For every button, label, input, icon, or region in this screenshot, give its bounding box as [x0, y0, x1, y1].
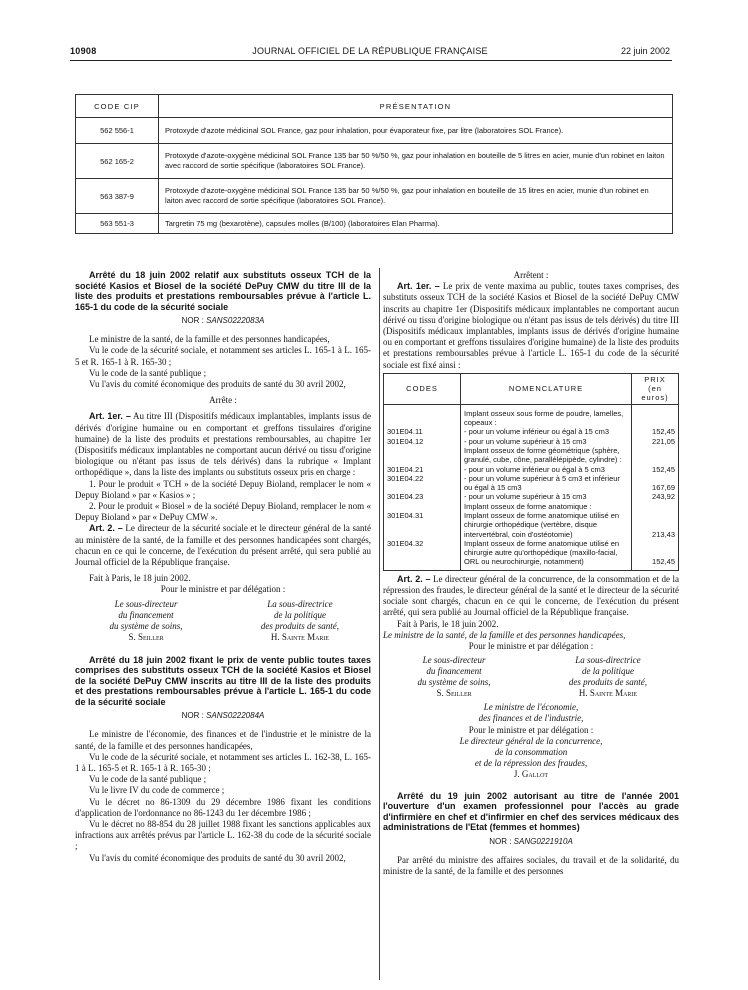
signature-right: La sous-directrice de la politique des produits de santé, H. Sainte Marie [260, 598, 340, 642]
nomenclature-table [383, 373, 679, 571]
arrete-2-title: Arrêté du 18 juin 2002 fixant le prix de vente public toutes taxes comprises des substituts osseux TCH de la société Kasios et Biosel de la société DePuy CMW inscrits au titre III de la liste des produits et des prestations remboursables prévue à l'article L. 165-1 du code de la sécurité sociale [75, 654, 371, 707]
arrete-1-nor: NOR : SANS0222083A [181, 316, 265, 325]
signatures [75, 599, 371, 643]
header-rule [70, 60, 672, 61]
issue-date: 22 juin 2002 [620, 46, 670, 56]
cip-code: 562 556-1 [76, 118, 159, 144]
delegation-line: Pour le ministre et par délégation : [468, 640, 594, 651]
right-column [383, 270, 679, 877]
cip-presentation: Targretin 75 mg (bexarotène), capsules molles (B/100) (laboratoires Elan Pharma). [159, 214, 673, 234]
table-row: 301E04.12 - pour un volume supérieur à 15 cm3 221,05 [384, 437, 679, 446]
col-nomenclature: NOMENCLATURE [461, 373, 632, 404]
paragraph: Vu le livre IV du code de commerce ; [89, 785, 225, 796]
signatures [383, 655, 679, 699]
fait-line: Fait à Paris, le 18 juin 2002. [397, 618, 499, 629]
fait-line: Fait à Paris, le 18 juin 2002. [89, 573, 191, 584]
paragraph: Vu le code de la sécurité sociale, et notamment ses articles L. 165-1 à L. 165-5 et R. 165-1 à R. 165-30 ; [75, 345, 371, 367]
list-item: 1. Pour le produit « TCH » de la société Depuy Bioland, remplacer le nom « Depuy Bioland » par « Kasios » ; [75, 478, 371, 500]
cip-presentation: Protoxyde d'azote-oxygène médicinal SOL France 135 bar 50 %/50 %, gaz pour inhalation en bouteille de 5 litres en acier, munie d'un robinet en laiton avec raccord de sortie spécifique (laboratoires SOL France). [159, 144, 673, 179]
left-column [75, 270, 371, 864]
paragraph: Vu le décret no 86-1309 du 29 décembre 1986 fixant les conditions d'application de l'ordonnance no 86-1243 du 1er décembre 1986 ; [75, 796, 371, 818]
cip-presentation: Protoxyde d'azote-oxygène médicinal SOL France 135 bar 50 %/50 %, gaz pour inhalation en bouteille de 15 litres en acier, munie d'un robinet en laiton avec raccord de sortie spécifique (laboratoires SOL France). [159, 179, 673, 214]
table-row: 301E04.32 Implant osseux de forme anatomique utilisé en chirurgie autre qu'orthopédique (maxillo-facial, ORL ou neurochirurgie, notamment) 152,45 [384, 539, 679, 570]
col-code-cip: CODE CIP [76, 95, 159, 118]
paragraph: Vu l'avis du comité économique des produits de santé du 30 avril 2002, [89, 379, 346, 390]
article-2: Art. 2. – Le directeur général de la concurrence, de la consommation et de la répression des fraudes, le directeur général de la santé et le directeur de la sécurité sociale sont chargés, chacun en ce qui le concerne, de l'exécution du présent arrêté, qui sera publié au Journal officiel de la République française. [383, 573, 679, 618]
journal-title: JOURNAL OFFICIEL DE LA RÉPUBLIQUE FRANÇAISE [252, 46, 488, 56]
page-header [70, 46, 670, 58]
table-row: Implant osseux de forme anatomique : [384, 502, 679, 511]
arrete-1-title: Arrêté du 18 juin 2002 relatif aux substituts osseux TCH de la société Kasios et Biosel de la société DePuy CMW du titre III de la liste des produits et prestations remboursables prévue à l'article L. 165-1 du code de la sécurité sociale [75, 270, 371, 312]
paragraph: Par arrêté du ministre des affaires sociales, du travail et de la solidarité, du ministre de la santé, de la famille et des personnes [383, 854, 679, 877]
paragraph: Le ministre de l'économie, des finances et de l'industrie et le ministre de la santé, de la famille et des personnes handicapées, [75, 729, 371, 751]
list-item: 2. Pour le produit « Biosel » de la société Depuy Bioland, remplacer le nom « Depuy Bioland » par « DePuy CMW ». [75, 501, 371, 523]
cip-table [75, 94, 673, 234]
nomenclature-header [384, 373, 679, 404]
article-2: Art. 2. – Le directeur de la sécurité sociale et le directeur général de la santé au ministère de la santé, de la famille et des personnes handicapées sont chargés, chacun en ce qui le concerne, de l'exécution du présent arrêté, qui sera publié au Journal officiel de la République française. [75, 523, 371, 568]
article-1: Art. 1er. – Le prix de vente maxima au public, toutes taxes comprises, des substituts osseux TCH de la société Kasios et Biosel de la société DePuy CMW inscrits au chapitre 1er (Dispositifs médicaux implantables ne comportant aucun dérivé ou tissu d'origine biologique ou n'étant pas issus de tels dérivés) du titre III (Dispositifs médicaux implantables, implants issus de dérivés d'origine humaine ou en comportant et greffons tissulaires d'origine humaine) de la liste des produits et prestations remboursables prévue à l'article L. 165-1 du code de la sécurité sociale est fixé ainsi : [383, 281, 679, 370]
paragraph: Vu le code de la sécurité sociale, et notamment ses articles L. 162-38, L. 165-1 à L. 165-5 et R. 165-1 à R. 165-30 ; [75, 751, 371, 773]
arrete-3-title: Arrêté du 19 juin 2002 autorisant au titre de l'année 2001 l'ouverture d'un examen professionnel pour l'accès au grade d'infirmière en chef et d'infirmier en chef des services médicaux des administrations de l'Etat (femmes et hommes) [383, 790, 679, 833]
article-1: Art. 1er. – Au titre III (Dispositifs médicaux implantables, implants issus de dérivés d'origine humaine ou en comportant et greffons tissulaires d'origine humaine) de la liste des produits et prestations remboursables, au chapitre 1er (Dispositifs médicaux implantables ne comportant aucun dérivé ou tissu d'origine biologique ou n'étant pas issus de tels dérivés) dans la rubrique « Implant orthopédique », dans la liste des implants ou substituts osseux pris en charge : [75, 411, 371, 478]
table-row: 301E04.31 Implant osseux de forme anatomique utilisé en chirurgie orthopédique (vertèbre, disque intervertébral, coin d'ostéotomie) 213,43 [384, 511, 679, 539]
signature-left: Le sous-directeur du financement du système de soins, S. Seiller [109, 598, 183, 642]
table-row: Implant osseux sous forme de poudre, lamelles, copeaux : [384, 404, 679, 427]
page-number: 10908 [70, 46, 97, 56]
cip-code: 563 551-3 [76, 214, 159, 234]
col-prix: PRIX (en euros) [632, 373, 679, 404]
table-row [76, 118, 673, 144]
table-row: 301E04.23 - pour un volume supérieur à 15 cm3 243,92 [384, 492, 679, 501]
table-row: Implant osseux de forme géométrique (sphère, granulé, cube, cône, parallélépipède, cylindre) : [384, 446, 679, 465]
column-divider [379, 268, 380, 980]
paragraph: Le ministre de la santé, de la famille et des personnes handicapées, [89, 334, 330, 345]
signature-economy-minister: Le ministre de l'économie, des finances et de l'industrie, Pour le ministre et par délégation : Le directeur général de la concurrence, de la consommation et de la répression des fraudes, J. Gallot [459, 702, 603, 780]
paragraph: Vu le décret no 88-854 du 28 juillet 1988 fixant les sanctions applicables aux infractions aux arrêtés prévus par l'article L. 162-38 du code de la sécurité sociale ; [75, 819, 371, 852]
table-row [76, 179, 673, 214]
col-presentation: PRÉSENTATION [159, 95, 673, 118]
paragraph: Vu l'avis du comité économique des produits de santé du 30 avril 2002, [89, 852, 346, 863]
table-row: 301E04.22 - pour un volume supérieur à 5 cm3 et inférieur ou égal à 15 cm3 167,69 [384, 474, 679, 493]
arrete-label: Arrête : [209, 395, 237, 406]
signature-right: La sous-directrice de la politique des produits de santé, H. Sainte Marie [568, 655, 648, 699]
arretent-label: Arrêtent : [513, 270, 549, 280]
cip-table-header [76, 95, 673, 118]
table-row: 301E04.21 - pour un volume inférieur ou égal à 5 cm3 152,45 [384, 465, 679, 474]
signature-left: Le sous-directeur du financement du système de soins, S. Seiller [417, 655, 491, 699]
col-codes: CODES [384, 373, 461, 404]
cip-code: 563 387-9 [76, 179, 159, 214]
table-row [76, 214, 673, 234]
arrete-3-nor: NOR : SANG0221910A [489, 836, 573, 846]
minister-line: Le ministre de la santé, de la famille et des personnes handicapées, [383, 629, 626, 640]
delegation-line: Pour le ministre et par délégation : [160, 584, 286, 595]
cip-presentation: Protoxyde d'azote médicinal SOL France, gaz pour inhalation, pour évaporateur fixe, par litre (laboratoires SOL France). [159, 118, 673, 144]
paragraph: Vu le code de la santé publique ; [89, 774, 207, 785]
paragraph: Vu le code de la santé publique ; [89, 367, 207, 378]
cip-code: 562 165-2 [76, 144, 159, 179]
table-row [76, 144, 673, 179]
table-row: 301E04.11 - pour un volume inférieur ou égal à 15 cm3 152,45 [384, 427, 679, 436]
arrete-2-nor: NOR : SANS0222084A [181, 711, 265, 721]
